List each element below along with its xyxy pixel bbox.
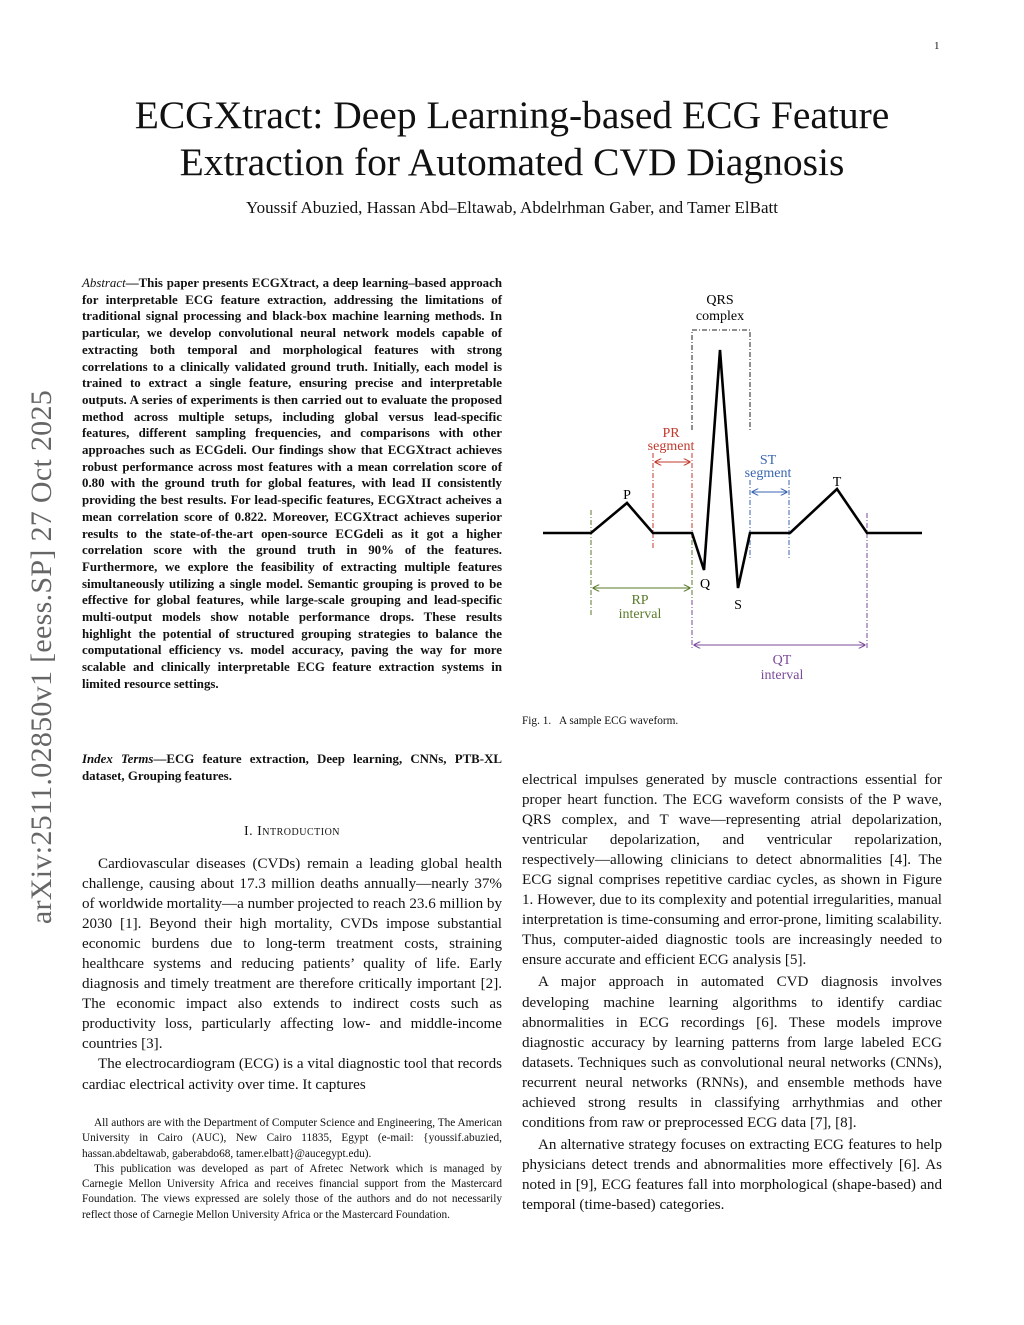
- label-complex: complex: [695, 309, 745, 324]
- pr-segment-markers: [653, 453, 692, 550]
- title-line: Extraction for Automated CVD Diagnosis: [179, 140, 845, 184]
- label-q: Q: [699, 577, 711, 592]
- paragraph: An alternative strategy focuses on extracting ECG features to help physicians detect trends and abnormalities more effectively [6]. As noted in [9], ECG features fall into morphological (shape-based) and temporal (time-based) categories.: [522, 1136, 942, 1213]
- footnote: This publication was developed as part of Afretec Network which is managed by Carnegie Mellon University Africa and receives financial support from the Mastercard Foundation. The views expressed are solely those of the authors and do not necessarily reflect those of Carnegie Mellon University Africa or the Mastercard Foundation.: [82, 1162, 502, 1221]
- section-heading: I. Introduction: [243, 824, 341, 839]
- label-rp-interval: interval: [618, 607, 662, 622]
- author-list: Youssif Abuzied, Hassan Abd–Eltawab, Abdelrhman Gaber, and Tamer ElBatt: [246, 198, 778, 217]
- paragraph: A major approach in automated CVD diagnosis involves developing machine learning algorithms to identify cardiac abnormalities in ECG recordings [6]. These models improve diagnostic accuracy by learning patterns from large labeled ECG datasets. Techniques such as convolutional neural networks (CNNs), recurrent neural networks (RNNs), and ensemble methods have achieved strong results in classifying arrhythmias and other conditions from raw or preprocessed ECG data [7], [8].: [522, 974, 942, 1131]
- label-st-segment: segment: [744, 466, 792, 481]
- label-qrs: QRS: [706, 293, 734, 308]
- arxiv-stamp: arXiv:2511.02850v1 [eess.SP] 27 Oct 2025: [25, 389, 58, 925]
- index-terms-text: —ECG feature extraction, Deep learning, CNNs, PTB-XL dataset, Grouping features.: [82, 752, 502, 783]
- right-column-body: [522, 770, 942, 1215]
- label-qt-interval: interval: [760, 668, 804, 683]
- label-qt: QT: [772, 653, 792, 668]
- title-line: ECGXtract: Deep Learning-based ECG Feature: [134, 93, 890, 137]
- label-rp: RP: [631, 593, 649, 608]
- label-st: ST: [759, 453, 777, 468]
- abstract-text: —This paper presents ECGXtract, a deep learning–based approach for interpretable ECG feature extraction, addressing the limitations of traditional signal processing and black-box machine learning methods. In particular, we develop convolutional neural network models capable of extracting both temporal and morphological features with strong correlations to a clinically validated ground truth. Initially, each model is trained to extract a single feature, ensuring precise and interpretable outputs. A series of experiments is then carried out to evaluate the proposed method across multiple setups, including global versus lead-specific features, different sampling frequencies, and comparisons with other approaches such as ECGdeli. Our findings show that ECGXtract achieves robust performance across most features with a mean correlation score of 0.80 with the ground truth for global features, with lead II consistently providing the best results. For lead-specific features, ECGXtract acheives a mean correlation score of 0.822. Moreover, ECGXtract achieves superior results to the state-of-the-art open-source ECGdeli as it got a higher correlation score with the ground truth in 90% of the features. Furthermore, we explore the feasibility of extracting multiple features simultaneously utilizing a single model. Semantic grouping is proved to be effective for global features, while large-scale grouping and lead-specific multi-output models show notable performance drops. These results highlight the potential of structured grouping strategies to balance the computational efficiency vs. model accuracy, paving the way for more scalable and clinically interpretable ECG feature extraction systems in limited resource settings.: [82, 276, 502, 691]
- page-number: 1: [934, 40, 940, 52]
- paragraph: Cardiovascular diseases (CVDs) remain a leading global health challenge, causing about 17.3 million deaths annually—nearly 37% of worldwide mortality—a number projected to reach 23.6 million by 2030 [1]. Beyond their high mortality, CVDs impose substantial economic burdens due to long-term treatment costs, straining healthcare systems and reducing patients’ quality of life. Early diagnosis and timely treatment are therefore critically important [2]. The economic impact also extends to indirect costs such as productivity loss, particularly affecting low- and middle-income countries [3].: [82, 856, 503, 1053]
- index-terms-label: Index Terms: [82, 752, 154, 766]
- paragraph: The electrocardiogram (ECG) is a vital diagnostic tool that records cardiac electrical activity over time. It captures: [82, 1056, 502, 1093]
- abstract-label: Abstract: [82, 276, 126, 290]
- paragraph: electrical impulses generated by muscle contractions essential for proper heart function. The ECG waveform consists of the P wave, QRS complex, and T wave—representing atrial depolarization, ventricular depolarization, and ventricular repolarization, respectively—allowing clinicians to detect abnormalities [4]. The ECG signal comprises repetitive cardiac cycles, as shown in Figure 1. However, due to its complexity and potential irregularities, manual interpretation is time-consuming and error-prone, limiting scalability. Thus, computer-aided diagnostic tools are increasingly needed to ensure accurate and efficient ECG analysis [5].: [522, 772, 942, 969]
- rp-interval-markers: [591, 510, 692, 643]
- st-segment-markers: [750, 480, 789, 560]
- label-p: P: [623, 488, 631, 503]
- label-pr: PR: [662, 426, 680, 441]
- label-t: T: [832, 475, 842, 490]
- footnote: All authors are with the Department of Computer Science and Engineering, The American University in Cairo (AUC), New Cairo 11835, Egypt (e-mail: {youssif.abuzied, hassan.abdeltawab, gaberabdo68, tamer.elbatt}@aucegypt.edu).: [82, 1117, 502, 1160]
- figure-caption: Fig. 1. A sample ECG waveform.: [522, 715, 679, 727]
- ecg-waveform: [543, 350, 922, 588]
- label-pr-segment: segment: [647, 439, 695, 454]
- label-s: S: [734, 598, 742, 613]
